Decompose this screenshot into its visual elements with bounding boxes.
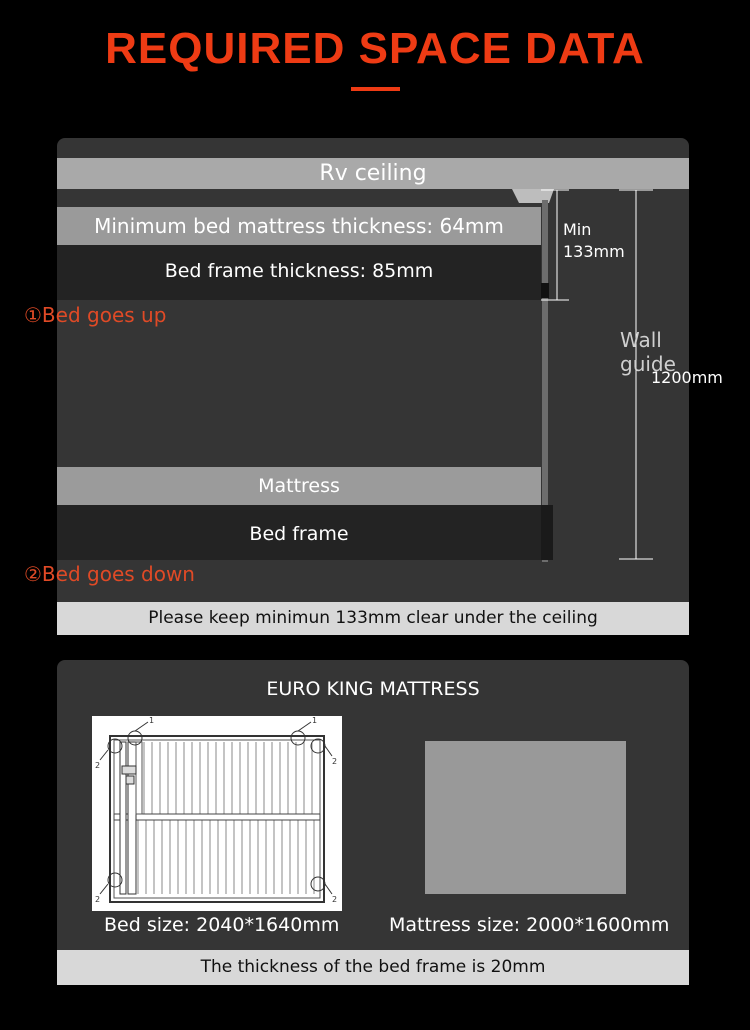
page-title: REQUIRED SPACE DATA bbox=[105, 24, 645, 73]
bed-frame-technical-drawing bbox=[92, 716, 342, 911]
bed-frame-drawing bbox=[92, 716, 342, 911]
callout-2-left-bottom: 2 bbox=[95, 895, 101, 904]
bed-size-caption: Bed size: 2040*1640mm bbox=[104, 914, 340, 936]
bed-down-label: ②Bed goes down bbox=[24, 562, 195, 586]
mattress-panel-title: EURO KING MATTRESS bbox=[266, 678, 480, 700]
callout-2-left-top: 2 bbox=[95, 761, 101, 770]
callout-1-right: 1 bbox=[312, 716, 318, 725]
mattress-panel bbox=[57, 660, 689, 985]
bed-frame-layer: Bed frame thickness: 85mm bbox=[57, 245, 541, 300]
min-label: Min bbox=[563, 220, 592, 239]
bed-frame-bottom-layer: Bed frame bbox=[57, 505, 541, 560]
min-value: 133mm bbox=[563, 242, 625, 261]
rail-and-dimension-lines bbox=[57, 138, 689, 598]
space-footer: Please keep minimun 133mm clear under the ceiling bbox=[57, 602, 689, 635]
min-mattress-layer: Minimum bed mattress thickness: 64mm bbox=[57, 207, 541, 245]
rv-ceiling-bar: Rv ceiling bbox=[57, 158, 689, 189]
title-underline bbox=[351, 87, 400, 91]
callout-1-left: 1 bbox=[149, 716, 155, 725]
mattress-illustration bbox=[425, 741, 626, 894]
mattress-layer: Mattress bbox=[57, 467, 541, 505]
wall-guide-label: Wall guide bbox=[620, 328, 676, 376]
callout-2-right-top: 2 bbox=[332, 757, 338, 766]
bed-up-label: ①Bed goes up bbox=[24, 303, 167, 327]
wall-guide-value: 1200mm bbox=[651, 368, 723, 387]
space-diagram-panel bbox=[57, 138, 723, 635]
rail-stop-bottom bbox=[541, 505, 553, 560]
mattress-size-caption: Mattress size: 2000*1600mm bbox=[389, 914, 670, 936]
callout-2-right-bottom: 2 bbox=[332, 895, 338, 904]
mattress-footer: The thickness of the bed frame is 20mm bbox=[57, 950, 689, 985]
rail-stop-top bbox=[541, 283, 549, 298]
